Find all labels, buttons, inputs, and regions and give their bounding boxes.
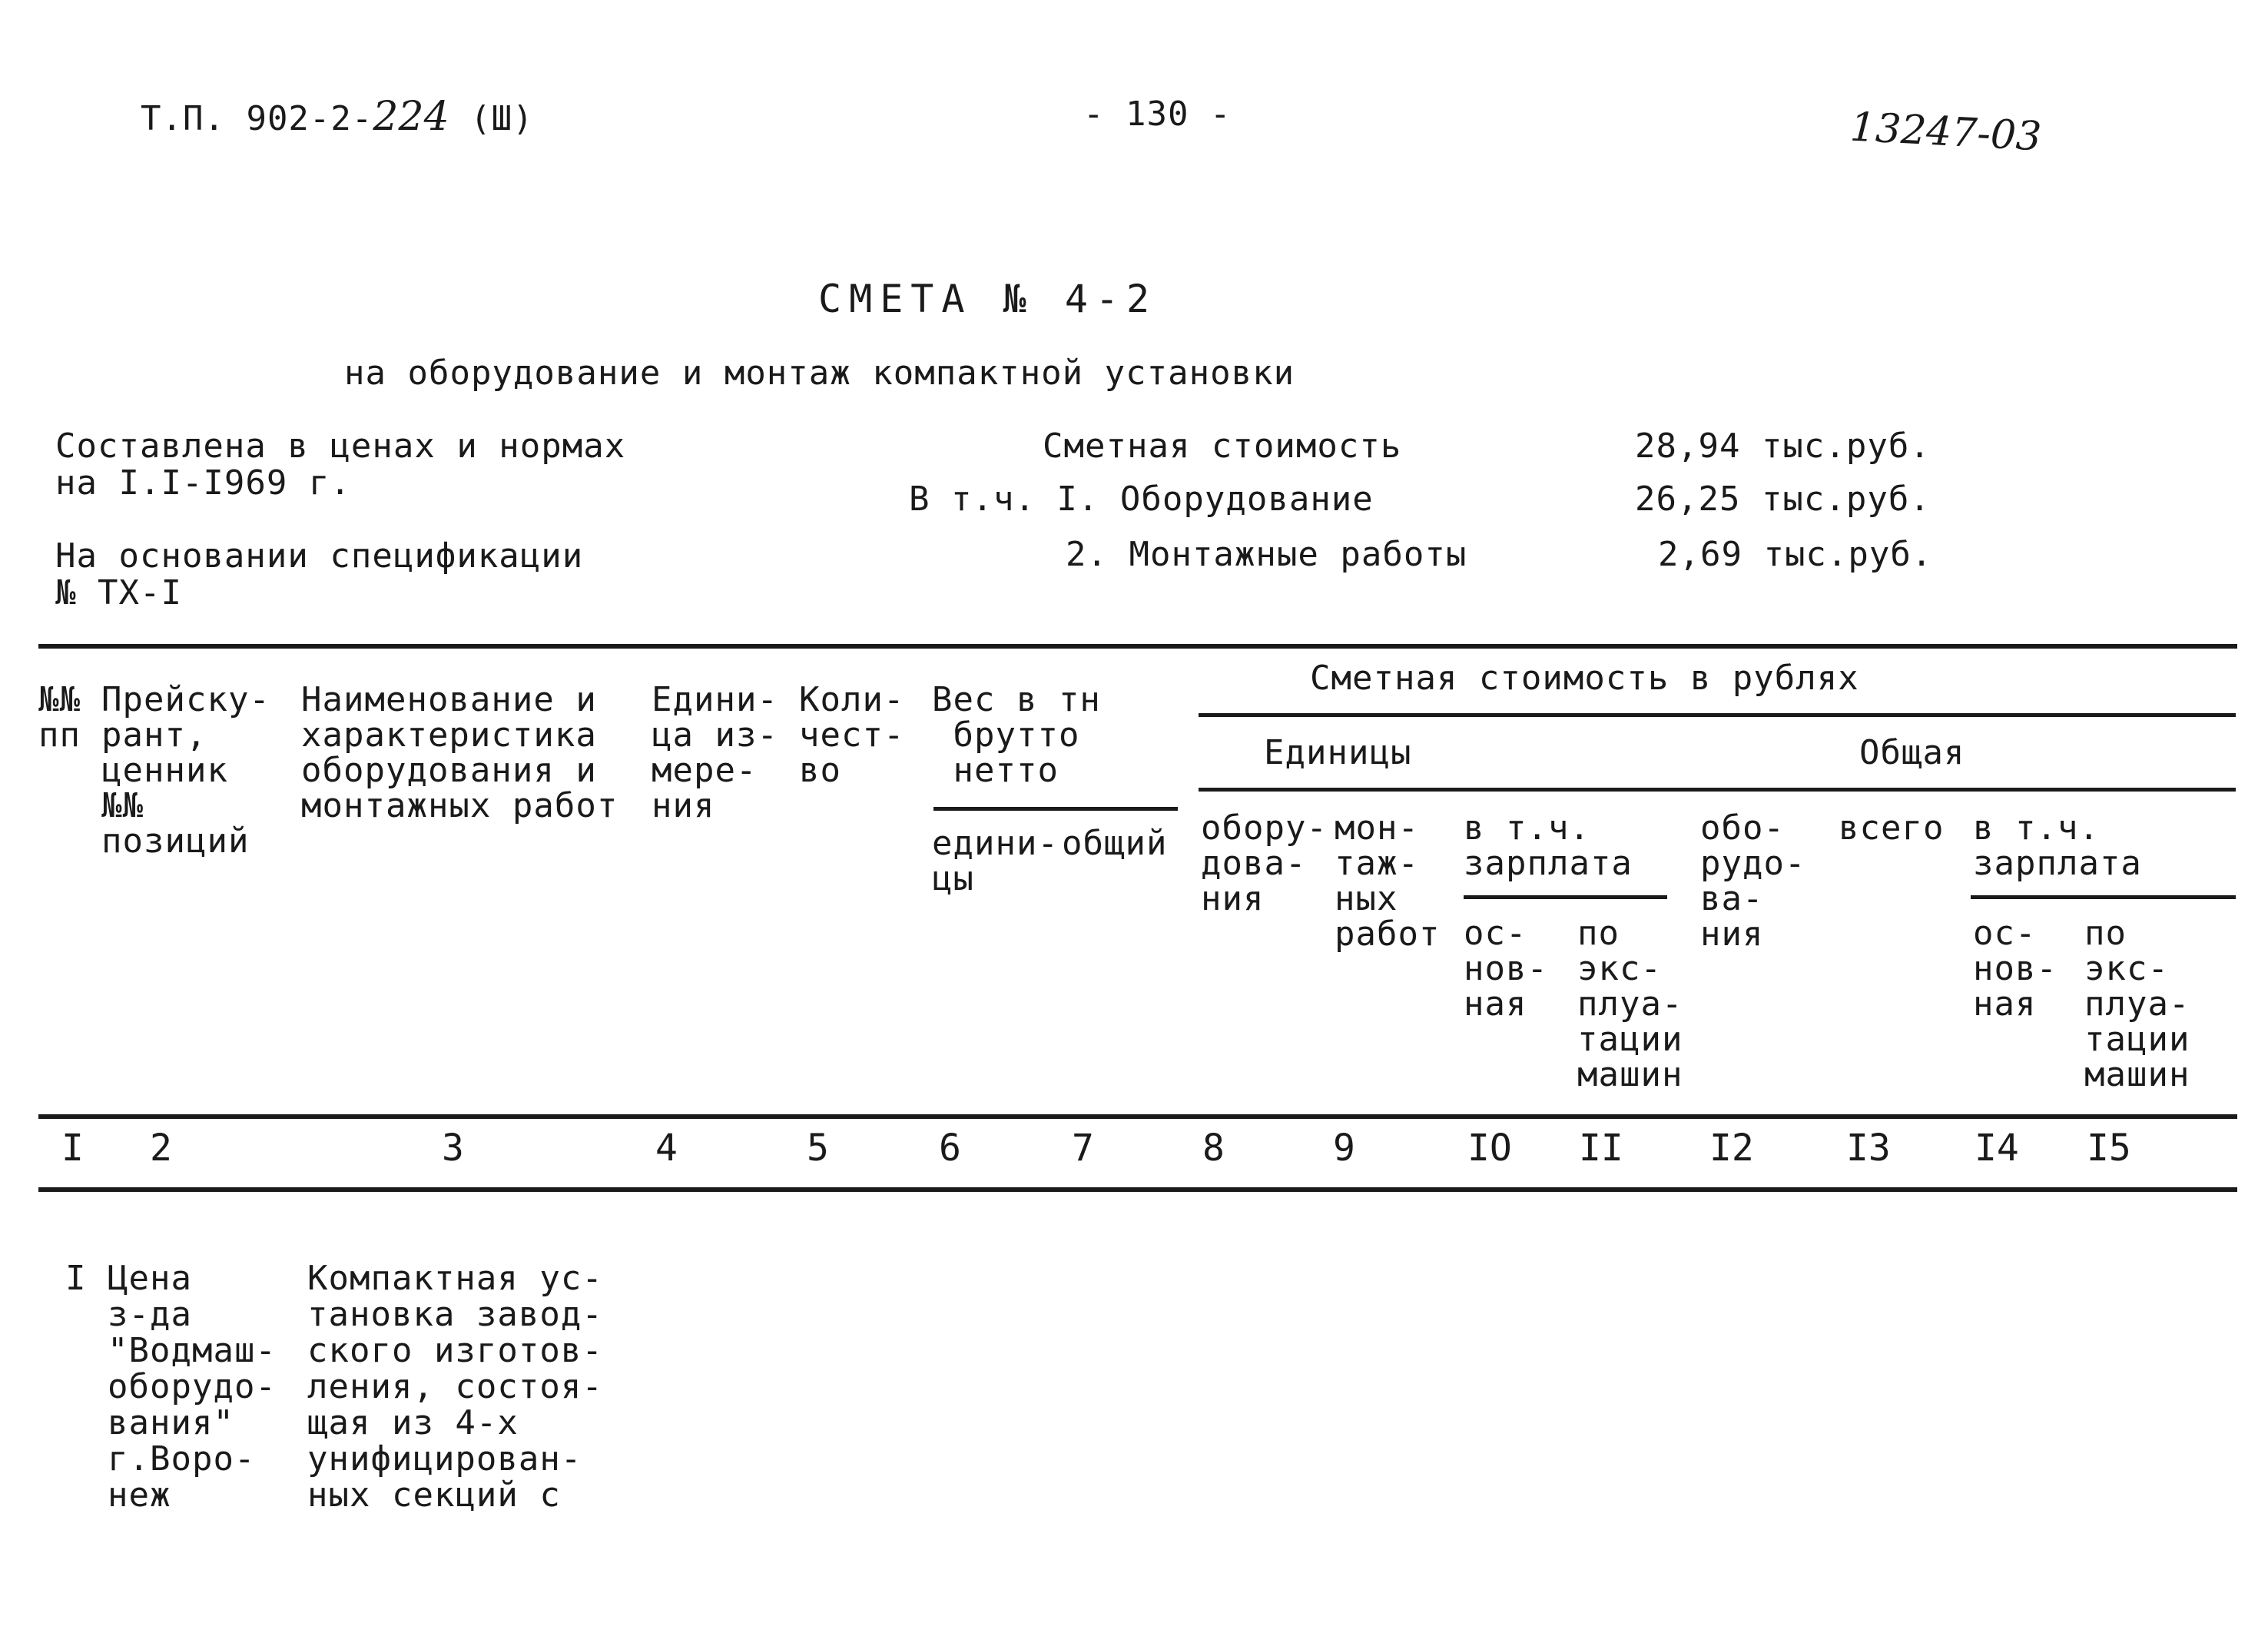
table-numbers-bottom-rule <box>38 1187 2237 1192</box>
col-header-weight: Вес в тн брутто нетто <box>932 680 1101 790</box>
specification-basis-line1: На основании спецификации <box>55 536 584 576</box>
prices-basis-line1: Составлена в ценах и нормах <box>55 427 626 466</box>
page-number: - 130 - <box>1083 95 1232 134</box>
col-header-name: Наименование и характеристика оборудования и монтажных работ <box>301 680 618 825</box>
project-code-handwritten: 224 <box>373 94 449 140</box>
col-header-mounting: мон- таж- ных работ <box>1335 808 1441 954</box>
column-number: I4 <box>1975 1127 2019 1170</box>
col-header-incl-wage: в т.ч. зарплата <box>1464 808 1633 883</box>
col-header-total-group: Общая <box>1859 733 1965 772</box>
col-header-incl-wage-total: в т.ч. зарплата <box>1973 808 2142 883</box>
column-number: 5 <box>807 1127 829 1170</box>
total-cost-label: Сметная стоимость <box>1043 427 1402 466</box>
mounting-cost-label: 2. Монтажные работы <box>1066 535 1467 574</box>
col-header-machine-wage: по экс- плуа- тации машин <box>1577 914 1683 1094</box>
archive-number: 13247-03 <box>1849 104 2043 161</box>
col-header-all: всего <box>1839 808 1945 848</box>
document-title: СМЕТА № 4-2 <box>818 277 1158 321</box>
column-number: I5 <box>2087 1127 2131 1170</box>
document-subtitle: на оборудование и монтаж компактной установки <box>344 353 1295 393</box>
table-top-rule <box>38 644 2237 649</box>
column-number: 7 <box>1072 1127 1094 1170</box>
cost-header-rule <box>1199 713 2236 717</box>
col-header-number: №№ пп <box>38 680 81 755</box>
project-code-prefix: Т.П. 902-2- <box>141 99 373 138</box>
units-header-rule <box>1199 788 2236 792</box>
column-number: IO <box>1467 1127 1512 1170</box>
column-number: 3 <box>442 1127 464 1170</box>
col-header-equipment-total: обо- рудо- ва- ния <box>1700 808 1806 954</box>
row-1-price-source: Цена з-да "Водмаш- оборудо- вания" г.Воро- неж <box>108 1259 277 1515</box>
mounting-cost-value: 2,69 тыс.руб. <box>1658 535 1933 574</box>
row-1-name: Компактная ус- тановка завод- ского изготов- ления, состоя- щая из 4-х унифицирован- ных секций с <box>307 1259 603 1515</box>
col-header-estimated-cost: Сметная стоимость в рублях <box>1310 659 1859 698</box>
col-header-basic-wage: ос- нов- ная <box>1464 914 1548 1024</box>
project-code-suffix: (Ш) <box>470 99 534 138</box>
col-header-unit: Едини- ца из- мере- ния <box>652 680 778 825</box>
row-1-number: I <box>65 1259 87 1298</box>
wage-header-rule-2 <box>1971 895 2236 899</box>
col-header-basic-wage-total: ос- нов- ная <box>1973 914 2057 1024</box>
column-number: I <box>61 1127 84 1170</box>
wage-header-rule <box>1464 895 1667 899</box>
weight-header-rule <box>933 807 1178 811</box>
column-number: 8 <box>1202 1127 1225 1170</box>
col-header-weight-unit: едини- цы <box>932 824 1059 898</box>
col-header-price-list: Прейску- рант, ценник №№ позиций <box>101 680 270 861</box>
column-number: 2 <box>150 1127 172 1170</box>
col-header-equipment: обору- дова- ния <box>1201 808 1328 918</box>
prices-basis-line2: на I.I-I969 г. <box>55 463 351 503</box>
equipment-cost-label: В т.ч. I. Оборудование <box>909 480 1374 519</box>
equipment-cost-value: 26,25 тыс.руб. <box>1635 480 1931 519</box>
column-number: II <box>1579 1127 1623 1170</box>
column-number: I3 <box>1846 1127 1891 1170</box>
col-header-quantity: Коли- чест- во <box>799 680 905 790</box>
column-number: I2 <box>1709 1127 1754 1170</box>
col-header-per-unit: Единицы <box>1264 733 1412 772</box>
column-number: 9 <box>1333 1127 1355 1170</box>
total-cost-value: 28,94 тыс.руб. <box>1635 427 1931 466</box>
col-header-machine-wage-total: по экс- плуа- тации машин <box>2084 914 2190 1094</box>
project-code <box>141 94 534 140</box>
table-header-bottom-rule <box>38 1114 2237 1119</box>
specification-basis-line2: № ТХ-I <box>55 573 182 612</box>
column-number: 4 <box>655 1127 678 1170</box>
column-number: 6 <box>939 1127 961 1170</box>
col-header-weight-total: общий <box>1062 824 1168 863</box>
